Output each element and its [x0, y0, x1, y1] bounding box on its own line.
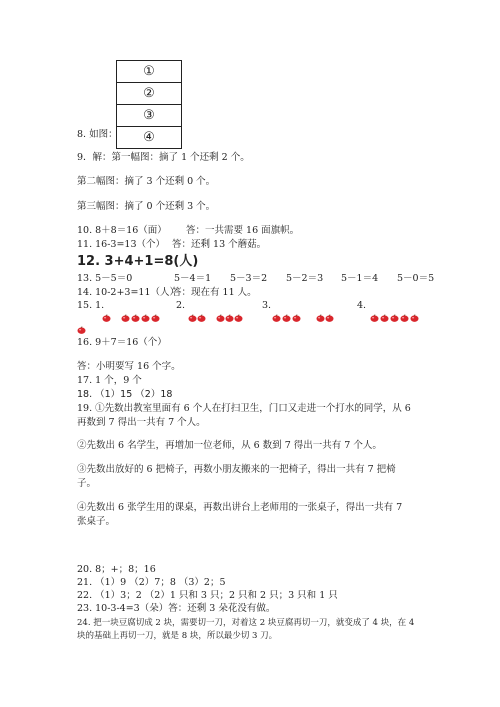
- q15-option-4: 4.: [357, 300, 367, 311]
- q19-p1-line1: 19. ①先数出教室里面有 6 个人在打扫卫生，门口又走进一个打水的同学，从 6: [77, 403, 411, 414]
- apple-icon: [151, 314, 160, 322]
- q18-answer: 18. （1）15 （2）18: [77, 389, 173, 400]
- q9-line2: 第二幅图：摘了 3 个还剩 0 个。: [77, 176, 216, 187]
- q13-item-5: 5－1＝4: [341, 273, 379, 284]
- box-2: ②: [116, 82, 182, 105]
- q14-answer: 答：现在有 11 人。: [172, 287, 257, 298]
- q19-p2: ②先数出 6 名学生，再增加一位老师，从 6 数到 7 得出一共有 7 个人。: [77, 440, 382, 451]
- apple-icon: [225, 314, 234, 322]
- q13-item-6: 5－0＝5: [397, 273, 435, 284]
- apple-icon: [77, 326, 86, 334]
- q13-item-2: 5－4＝1: [174, 273, 212, 284]
- q19-p4-line2: 张桌子。: [77, 516, 116, 527]
- apple-icon: [282, 314, 291, 322]
- q20-answer: 20. 8；+；8；16: [77, 564, 156, 575]
- q11-expression: 11. 16-3=13（个）: [77, 239, 166, 250]
- apple-icon: [131, 314, 140, 322]
- q19-p3-line1: ③先数出放好的 6 把椅子，再数小朋友搬来的一把椅子，得出一共有 7 把椅: [77, 464, 396, 475]
- q24-line1: 24. 把一块豆腐切成 2 块，需要切一刀，对着这 2 块豆腐再切一刀，就变成了 4 块，在 4: [77, 618, 415, 628]
- q17-answer: 17. 1 个，9 个: [77, 375, 142, 386]
- q19-p4-line1: ④先数出 6 张学生用的课桌，再数出讲台上老师用的一张桌子，得出一共有 7: [77, 502, 403, 513]
- apple-icon: [390, 314, 399, 322]
- q15-label: 15. 1.: [77, 300, 105, 311]
- q23-answer: 23. 10-3-4=3（朵）答：还剩 3 朵花没有做。: [77, 603, 276, 614]
- box-4: ④: [116, 126, 182, 149]
- q19-p3-line2: 子。: [77, 478, 97, 489]
- q15-option-3: 3.: [262, 300, 272, 311]
- q9-line1: 9．解：第一幅图：摘了 1 个还剩 2 个。: [77, 152, 250, 163]
- apple-icon: [188, 314, 197, 322]
- q24-line2: 块的基础上再切一刀，就是 8 块，所以最少切 3 刀。: [77, 631, 278, 641]
- apple-icon: [370, 314, 379, 322]
- apple-icon: [234, 314, 243, 322]
- q13-item-4: 5－2＝3: [286, 273, 324, 284]
- q21-answer: 21. （1）9 （2）7；8 （3）2；5: [77, 577, 226, 588]
- q10-expression: 10. 8＋8＝16（面）: [77, 225, 167, 236]
- q8-label: 8. 如图：: [77, 129, 118, 140]
- apple-icon: [216, 314, 225, 322]
- box-1: ①: [116, 60, 182, 83]
- apple-icon: [316, 314, 325, 322]
- q16-expression: 16. 9＋7＝16（个）: [77, 337, 167, 348]
- apple-icon: [121, 314, 130, 322]
- apple-icon: [272, 314, 281, 322]
- q10-answer: 答：一共需要 16 面旗帜。: [186, 225, 300, 236]
- apple-icon: [325, 314, 334, 322]
- apple-icon: [380, 314, 389, 322]
- apple-icon: [410, 314, 419, 322]
- q9-line3: 第三幅图：摘了 0 个还剩 3 个。: [77, 201, 216, 212]
- apple-icon: [400, 314, 409, 322]
- q22-answer: 22. （1）3；2 （2）1 只和 3 只；2 只和 2 只；3 只和 1 只: [77, 590, 338, 601]
- apple-icon: [197, 314, 206, 322]
- q16-answer: 答：小明要写 16 个字。: [77, 361, 181, 372]
- apple-icon: [292, 314, 301, 322]
- q13-item-3: 5－3＝2: [230, 273, 268, 284]
- apple-icon: [102, 314, 111, 322]
- box-3: ③: [116, 104, 182, 127]
- stacked-boxes-figure: [116, 60, 182, 149]
- q11-answer: 答：还剩 13 个蘑菇。: [172, 239, 267, 250]
- q12-handwritten: 12. 3+4+1=8(人): [77, 254, 199, 269]
- q19-p1-line2: 再数到 7 得出一共有 7 个人。: [77, 417, 206, 428]
- q15-option-2: 2.: [176, 300, 186, 311]
- q14-expression: 14. 10-2+3=11（人）: [77, 287, 180, 298]
- apple-icon: [141, 314, 150, 322]
- q13-item-1: 13. 5－5＝0: [77, 273, 133, 284]
